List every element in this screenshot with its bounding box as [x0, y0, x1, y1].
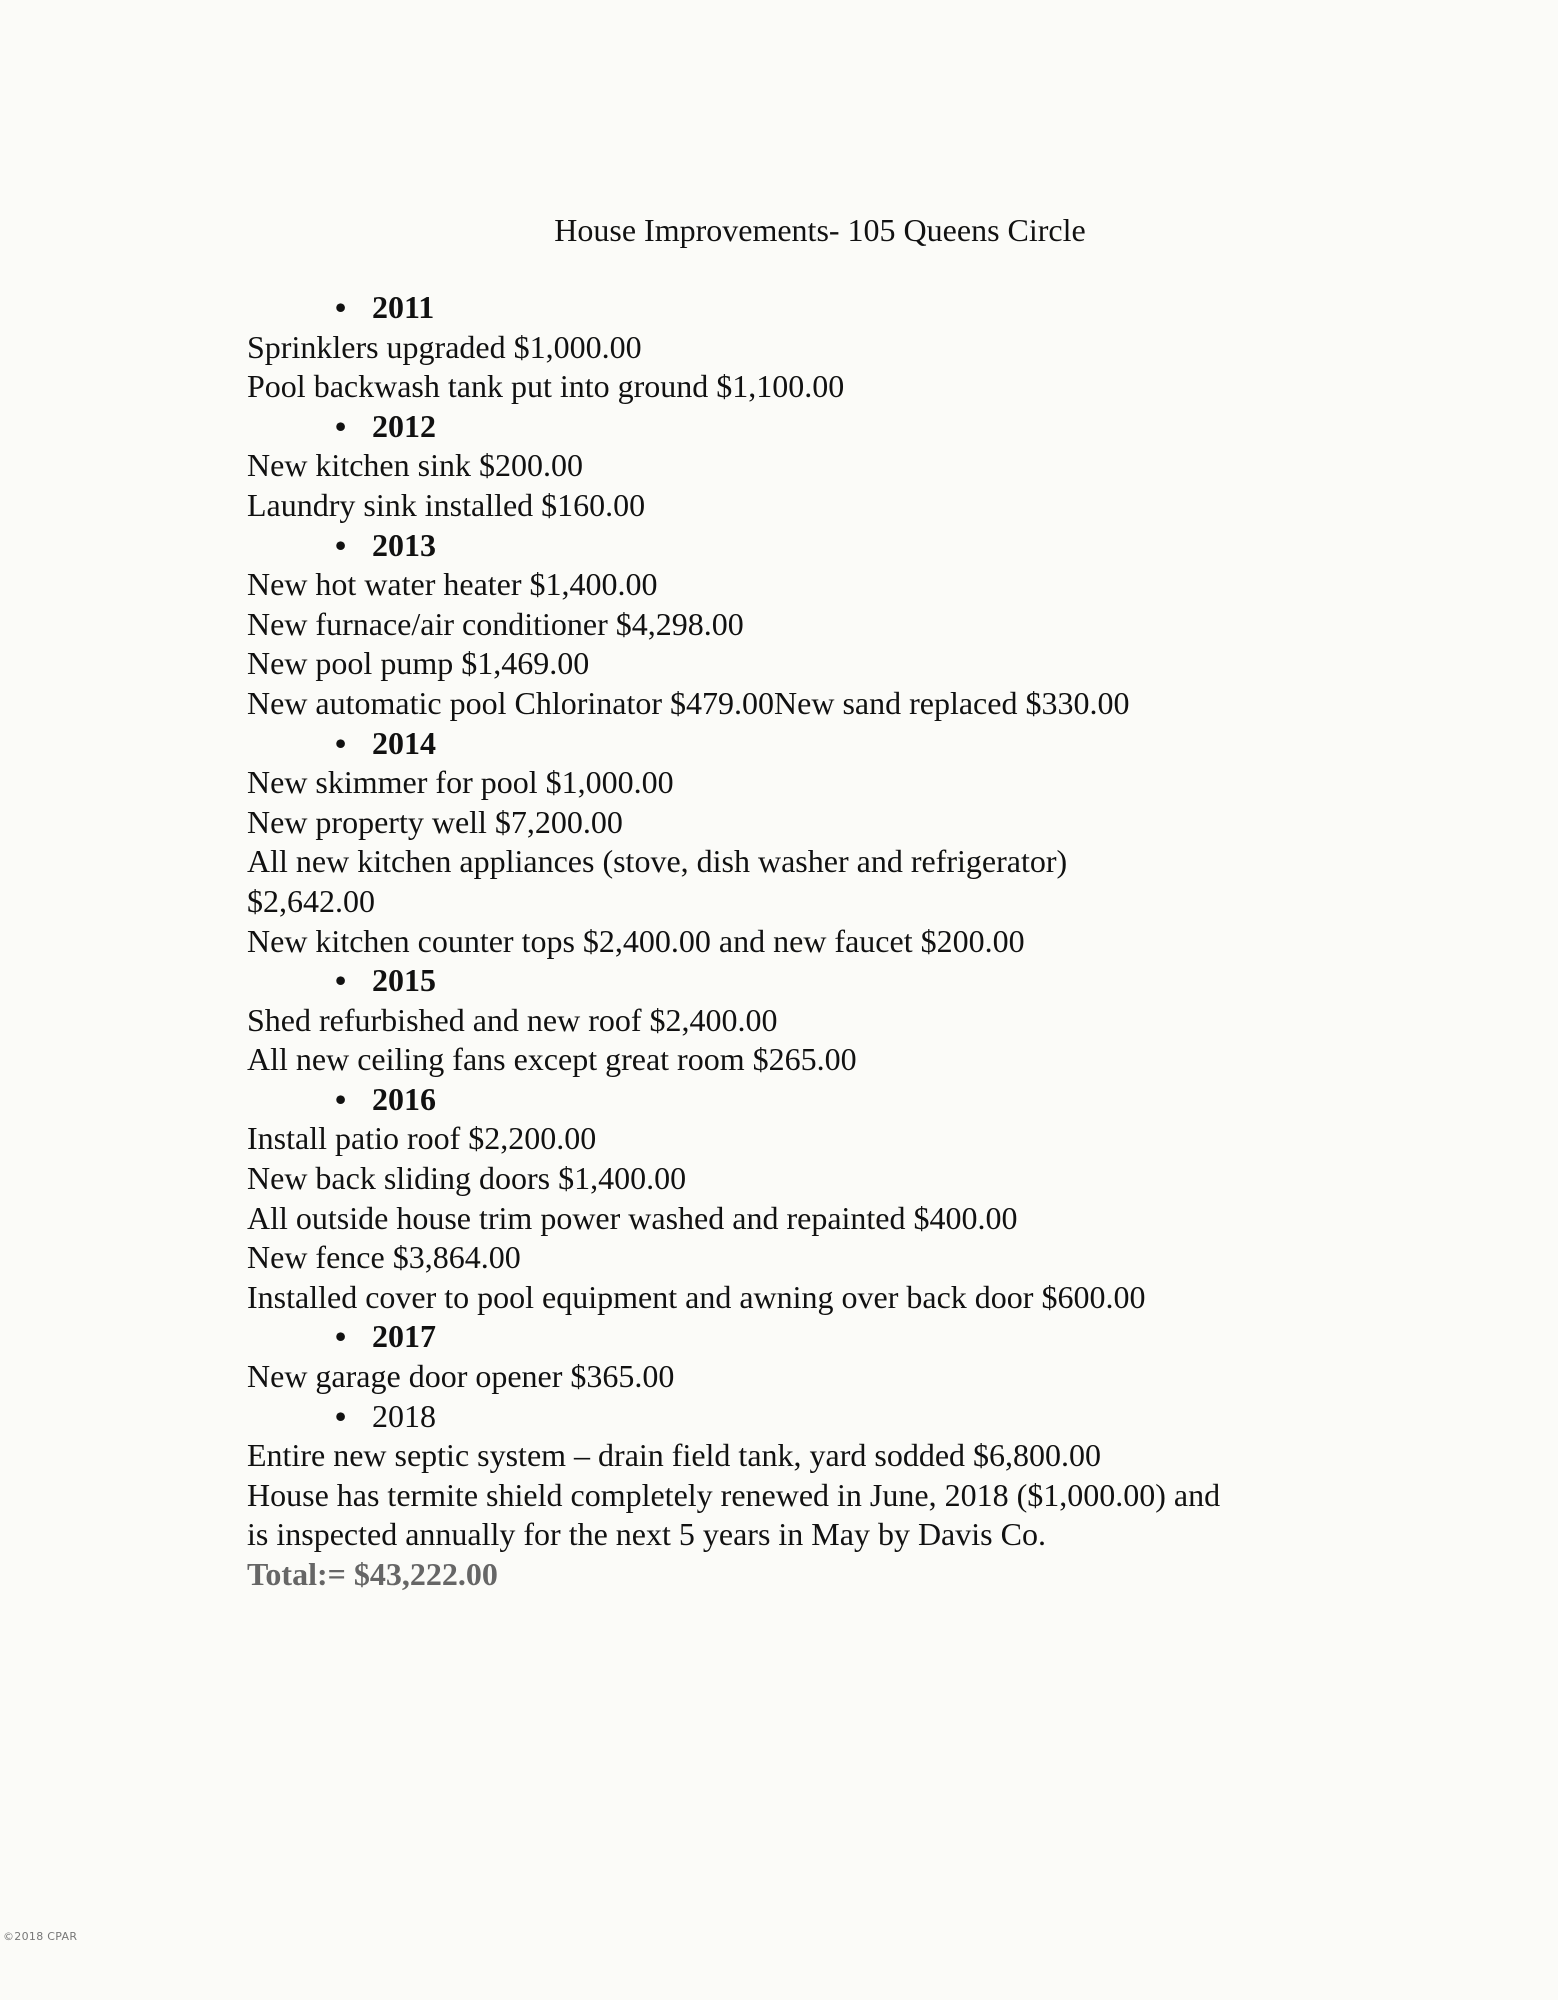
improvement-item: New pool pump $1,469.00	[247, 645, 590, 682]
improvement-item: All outside house trim power washed and repainted $400.00	[247, 1199, 1018, 1236]
improvement-item: New kitchen sink $200.00	[247, 447, 583, 484]
improvement-item: Pool backwash tank put into ground $1,100.00	[247, 368, 845, 405]
improvement-item: Install patio roof $2,200.00	[247, 1120, 597, 1157]
year-label: 2011	[372, 289, 435, 325]
improvement-item: Laundry sink installed $160.00	[247, 486, 646, 523]
year-heading	[247, 961, 1497, 1001]
year-heading	[247, 1080, 1497, 1120]
bullet-icon: •	[335, 526, 347, 563]
year-heading	[247, 288, 1497, 328]
bullet-icon: •	[335, 724, 347, 761]
bullet-icon: •	[335, 407, 347, 444]
year-label: 2016	[372, 1080, 436, 1117]
improvement-item: New property well $7,200.00	[247, 803, 623, 840]
improvement-item: New skimmer for pool $1,000.00	[247, 764, 674, 801]
year-label: 2014	[372, 724, 436, 761]
year-label: 2018	[372, 1397, 436, 1434]
year-heading	[247, 1397, 1497, 1437]
page-title: House Improvements- 105 Queens Circle	[554, 212, 1086, 248]
improvement-item: New automatic pool Chlorinator $479.00New sand replaced $330.00	[247, 684, 1130, 721]
bullet-icon: •	[335, 289, 347, 325]
improvement-item: New furnace/air conditioner $4,298.00	[247, 605, 744, 642]
year-heading	[247, 526, 1497, 566]
improvement-item: $2,642.00	[247, 882, 375, 919]
bullet-icon: •	[335, 1080, 347, 1117]
year-label: 2012	[372, 407, 436, 444]
improvement-item: House has termite shield completely renewed in June, 2018 ($1,000.00) and	[247, 1476, 1221, 1513]
total-line: Total:= $43,222.00	[247, 1556, 498, 1592]
year-heading	[247, 724, 1497, 764]
improvement-item: New fence $3,864.00	[247, 1239, 521, 1276]
improvement-item: Sprinklers upgraded $1,000.00	[247, 328, 642, 365]
improvement-item: All new kitchen appliances (stove, dish washer and refrigerator)	[247, 843, 1068, 880]
improvements-list	[247, 288, 1497, 1595]
improvement-item: New garage door opener $365.00	[247, 1358, 675, 1395]
improvement-item: is inspected annually for the next 5 years in May by Davis Co.	[247, 1516, 1046, 1553]
copyright-watermark: ©2018 CPAR	[3, 1930, 78, 1943]
bullet-icon: •	[335, 1397, 347, 1434]
improvement-item: New back sliding doors $1,400.00	[247, 1160, 687, 1197]
improvement-item: Shed refurbished and new roof $2,400.00	[247, 1001, 778, 1038]
year-label: 2015	[372, 962, 436, 999]
bullet-icon: •	[335, 1318, 347, 1355]
improvement-item: New kitchen counter tops $2,400.00 and new faucet $200.00	[247, 922, 1025, 959]
improvement-item: All new ceiling fans except great room $265.00	[247, 1041, 857, 1078]
year-label: 2013	[372, 526, 436, 563]
year-heading	[247, 1317, 1497, 1357]
bullet-icon: •	[335, 962, 347, 999]
year-heading	[247, 407, 1497, 447]
year-label: 2017	[372, 1318, 436, 1355]
improvement-item: Installed cover to pool equipment and awning over back door $600.00	[247, 1278, 1146, 1315]
improvement-item: New hot water heater $1,400.00	[247, 566, 658, 603]
improvement-item: Entire new septic system – drain field tank, yard sodded $6,800.00	[247, 1437, 1102, 1474]
